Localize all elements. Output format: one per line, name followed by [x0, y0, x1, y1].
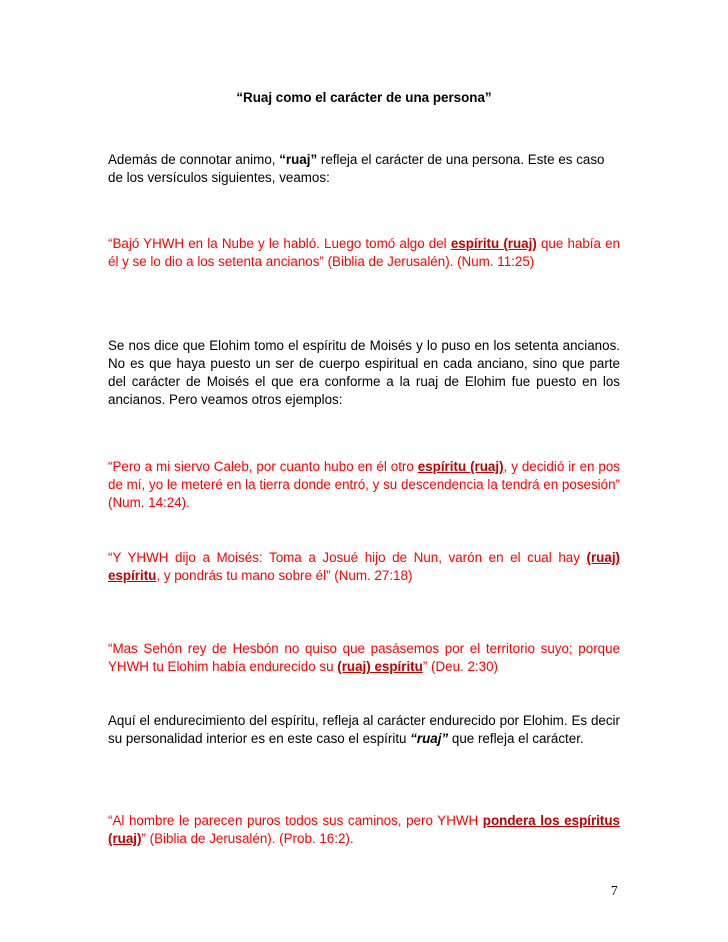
quote-num-11-25: [108, 235, 620, 271]
quote-deu-2-30: [108, 640, 620, 676]
intro-paragraph: [108, 151, 620, 187]
explanation-paragraph: Se nos dice que Elohim tomo el espíritu de Moisés y lo puso en los setenta ancianos. No es que haya puesto un ser de cuerpo espiritual en cada anciano, sino que parte del carácter de Moisés el que era conforme a la ruaj de Elohim fue puesto en los ancianos. Pero veamos otros ejemplos:: [108, 338, 620, 407]
intro-text-2: refleja el carácter de una persona. Este es caso de los versículos siguientes, veamos:: [108, 152, 605, 185]
quote-4-emphasis: (ruaj) espíritu: [337, 659, 423, 674]
intro-text-1: Además de connotar animo,: [108, 152, 280, 167]
quote-5-emphasis: pondera los espíritus (ruaj): [108, 813, 620, 846]
quote-2-text-2: , y decidió ir en pos de mí, yo le meteré en la tierra donde entró, y su descendencia la tendrá en posesión” (Num. 14:24).: [108, 459, 620, 510]
quote-num-14-24: [108, 458, 620, 512]
hardening-paragraph: [108, 712, 620, 748]
quote-2-text-1: “Pero a mi siervo Caleb, por cuanto hubo en él otro: [108, 459, 418, 474]
intro-ruaj-term: “ruaj”: [279, 152, 318, 167]
quote-4-text-1: “Mas Sehón rey de Hesbón no quiso que pasásemos por el territorio suyo; porque YHWH tu Elohim había endurecido su: [108, 641, 620, 674]
quote-3-text-2: , y pondrás tu mano sobre él” (Num. 27:18): [156, 568, 413, 583]
hardening-text-1: Aquí el endurecimiento del espíritu, refleja al carácter endurecido por Elohim. Es decir su personalidad interior es en este caso el espíritu: [108, 713, 620, 746]
quote-2-emphasis: espíritu (ruaj): [417, 459, 504, 474]
document-title: “Ruaj como el carácter de una persona”: [236, 90, 492, 105]
quote-5-text-1: “Al hombre le parecen puros todos sus caminos, pero YHWH: [108, 813, 483, 828]
quote-3-emphasis: (ruaj) espíritu: [108, 550, 620, 583]
quote-3-text-1: “Y YHWH dijo a Moisés: Toma a Josué hijo de Nun, varón en el cual hay: [108, 550, 587, 565]
quote-1-emphasis: espíritu (ruaj): [450, 236, 537, 251]
quote-num-27-18: [108, 549, 620, 585]
hardening-ruaj-term: “ruaj”: [410, 731, 449, 746]
quote-1-text-2: que había en él y se lo dio a los setenta ancianos” (Biblia de Jerusalén). (Num. 11:25): [108, 236, 620, 269]
quote-5-text-2: ” (Biblia de Jerusalén). (Prob. 16:2).: [141, 831, 354, 846]
quote-prov-16-2: [108, 812, 620, 848]
hardening-text-2: que refleja el carácter.: [448, 731, 584, 746]
page-number: 7: [611, 883, 618, 898]
quote-4-text-2: ” (Deu. 2:30): [422, 659, 498, 674]
quote-1-text-1: “Bajó YHWH en la Nube y le habló. Luego tomó algo del: [108, 236, 451, 251]
